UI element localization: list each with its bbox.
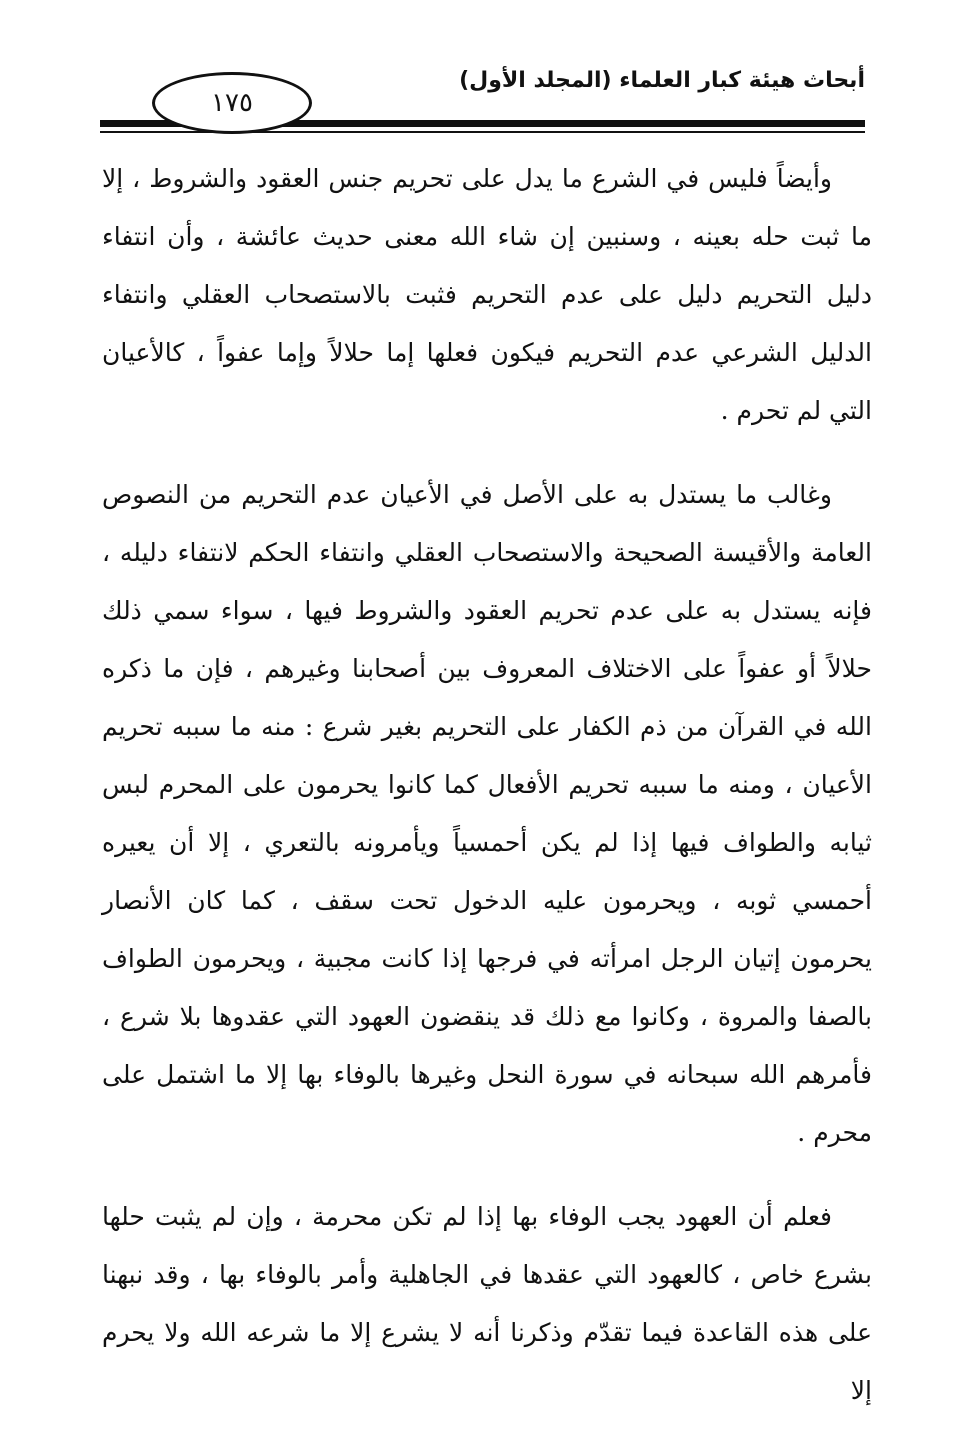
- paragraph: فعلم أن العهود يجب الوفاء بها إذا لم تكن محرمة ، وإن لم يثبت حلها بشرع خاص ، كالعهود التي عقدها في الجاهلية وأمر بالوفاء بها ، وقد نبهنا على هذه القاعدة فيما تقدّم وذكرنا أنه لا يشرع إلا ما شرعه الله ولا يحرم إلا: [102, 1202, 872, 1405]
- paragraph: وأيضاً فليس في الشرع ما يدل على تحريم جنس العقود والشروط ، إلا ما ثبت حله بعينه ، وسنبين إن شاء الله معنى حديث عائشة ، وأن انتفاء دليل التحريم دليل على عدم التحريم فثبت بالاستصحاب العقلي وانتفاء الدليل الشرعي عدم التحريم فيكون فعلها إما حلالاً وإما عفواً ، كالأعيان التي لم تحرم .: [102, 164, 872, 425]
- page-header: [100, 58, 865, 138]
- page-number-badge: [152, 72, 312, 134]
- page-number: ١٧٥: [211, 88, 253, 118]
- body-text: [102, 150, 872, 1446]
- book-title: أبحاث هيئة كبار العلماء (المجلد الأول): [459, 68, 865, 93]
- paragraph: وغالب ما يستدل به على الأصل في الأعيان عدم التحريم من النصوص العامة والأقيسة الصحيحة والاستصحاب العقلي وانتفاء الحكم لانتفاء دليله ، فإنه يستدل به على عدم تحريم العقود والشروط فيها ، سواء سمي ذلك حلالاً أو عفواً على الاختلاف المعروف بين أصحابنا وغيرهم ، فإن ما ذكره الله في القرآن من ذم الكفار على التحريم بغير شرع : منه ما سببه تحريم الأعيان ، ومنه ما سببه تحريم الأفعال كما كانوا يحرمون على المحرم لبس ثيابه والطواف فيها إذا لم يكن أحمسياً ويأمرونه بالتعري ، إلا أن يعيره أحمسي ثوبه ، ويحرمون عليه الدخول تحت سقف ، كما كان الأنصار يحرمون إتيان الرجل امرأته في فرجها إذا كانت مجبية ، ويحرمون الطواف بالصفا والمروة ، وكانوا مع ذلك قد ينقضون العهود التي عقدوها بلا شرع ، فأمرهم الله سبحانه في سورة النحل وغيرها بالوفاء بها إلا ما اشتمل على محرم .: [102, 480, 872, 1147]
